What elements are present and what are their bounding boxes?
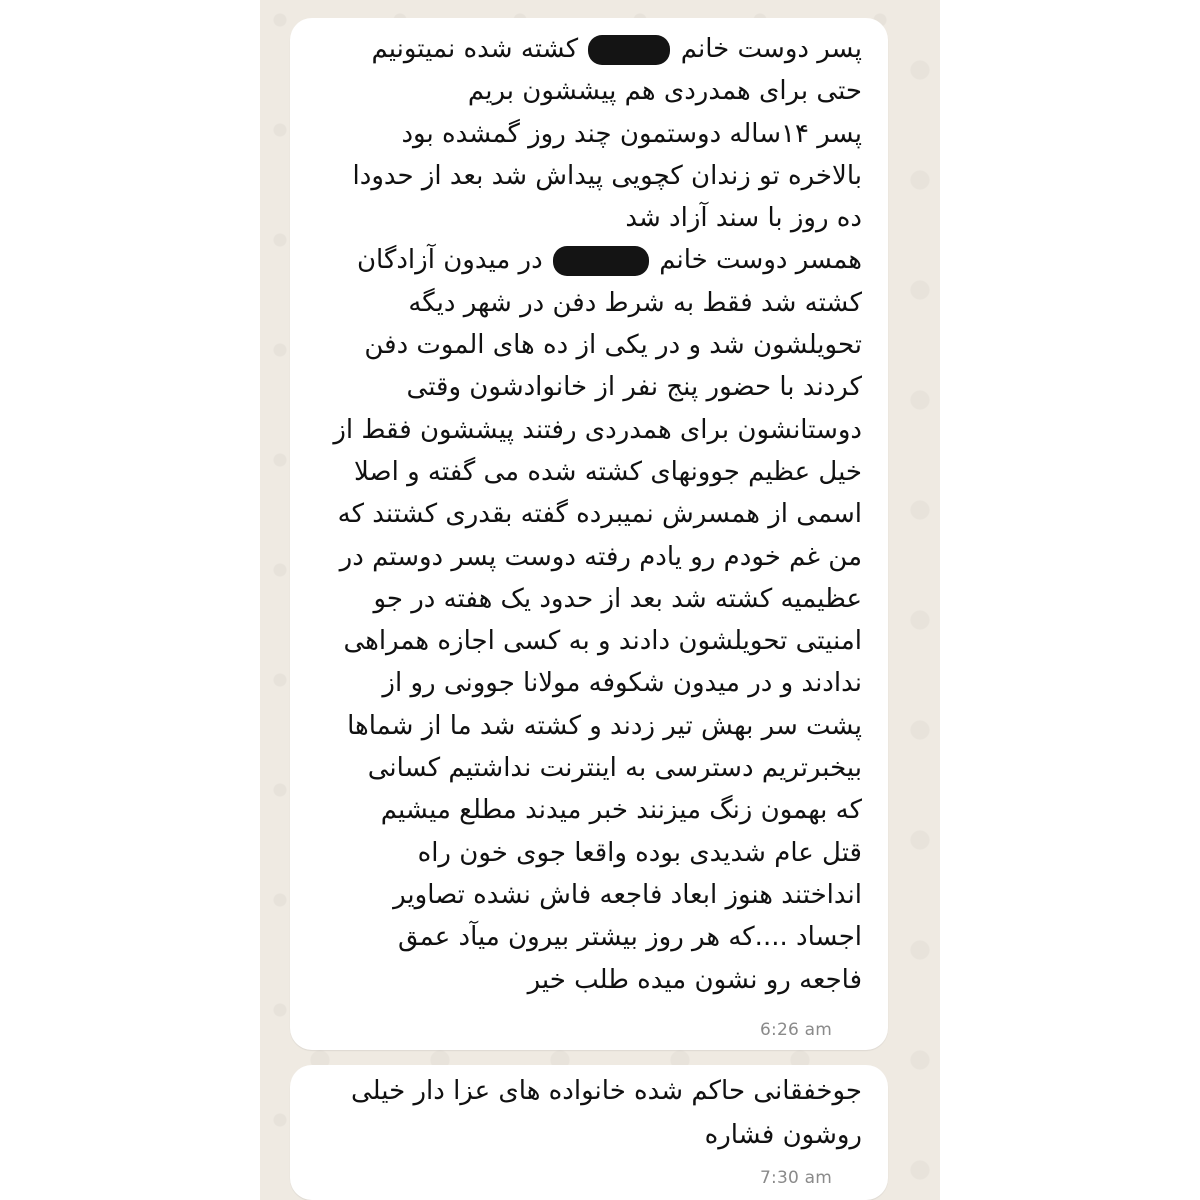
message-timestamp: 7:30 am: [760, 1168, 832, 1188]
message-line: انداختند هنوز ابعاد فاجعه فاش نشده تصاویر: [393, 879, 862, 910]
redaction-mark: [588, 35, 670, 65]
redaction-mark: [553, 246, 649, 276]
message-line: اجساد ....که هر روز بیشتر بیرون میآد عمق: [398, 922, 862, 953]
message-text: [314, 28, 862, 1001]
message-line: ده روز با سند آزاد شد: [625, 203, 862, 234]
message-line: امنیتی تحویلشون دادند و به کسی اجازه همراهی: [343, 626, 862, 657]
message-bubble[interactable]: [290, 1065, 888, 1200]
message-line: پسر دوست خانم کشته شده نمیتونیم: [371, 34, 862, 64]
message-line: کردند با حضور پنج نفر از خانوادشون وقتی: [406, 372, 862, 403]
message-line: تحویلشون شد و در یکی از ده های الموت دفن: [364, 330, 862, 361]
message-line: جوخفقانی حاکم شده خانواده های عزا دار خیلی: [351, 1076, 862, 1106]
message-line: کشته شد فقط به شرط دفن در شهر دیگه: [408, 287, 862, 318]
message-line: روشون فشاره: [704, 1120, 862, 1150]
message-timestamp: 6:26 am: [760, 1020, 832, 1040]
message-text: [314, 1069, 862, 1157]
message-line: دوستانشون برای همدردی رفتند پیششون فقط از: [333, 414, 862, 445]
message-line: حتی برای همدردی هم پیششون بریم: [467, 76, 862, 107]
message-line: که بهمون زنگ میزنند خبر میدند مطلع میشیم: [380, 795, 862, 826]
chat-pane: [260, 0, 940, 1200]
message-line: پسر ۱۴ساله دوستمون چند روز گمشده بود: [401, 118, 862, 149]
message-bubble[interactable]: [290, 18, 888, 1050]
message-line: خیل عظیم جوونهای کشته شده می گفته و اصلا: [354, 456, 862, 487]
message-line: عظیمیه کشته شد بعد از حدود یک هفته در جو: [373, 583, 862, 614]
message-line: همسر دوست خانم در میدون آزادگان: [356, 245, 862, 276]
message-line: ندادند و در میدون شکوفه مولانا جوونی رو از: [382, 668, 862, 699]
message-line: من غم خودم رو یادم رفته دوست پسر دوستم در: [339, 541, 862, 572]
message-line: بیخبرتریم دسترسی به اینترنت نداشتیم کسانی: [367, 753, 862, 784]
message-line: قتل عام شدیدی بوده واقعا جوی خون راه: [417, 837, 862, 868]
message-line: فاجعه رو نشون میده طلب خیر: [527, 964, 862, 995]
message-line: اسمی از همسرش نمیبرده گفته بقدری کشتند که: [337, 499, 862, 530]
message-line: بالاخره تو زندان کچویی پیداش شد بعد از حدودا: [352, 160, 862, 191]
message-line: پشت سر بهش تیر زدند و کشته شد ما از شماها: [347, 710, 862, 741]
